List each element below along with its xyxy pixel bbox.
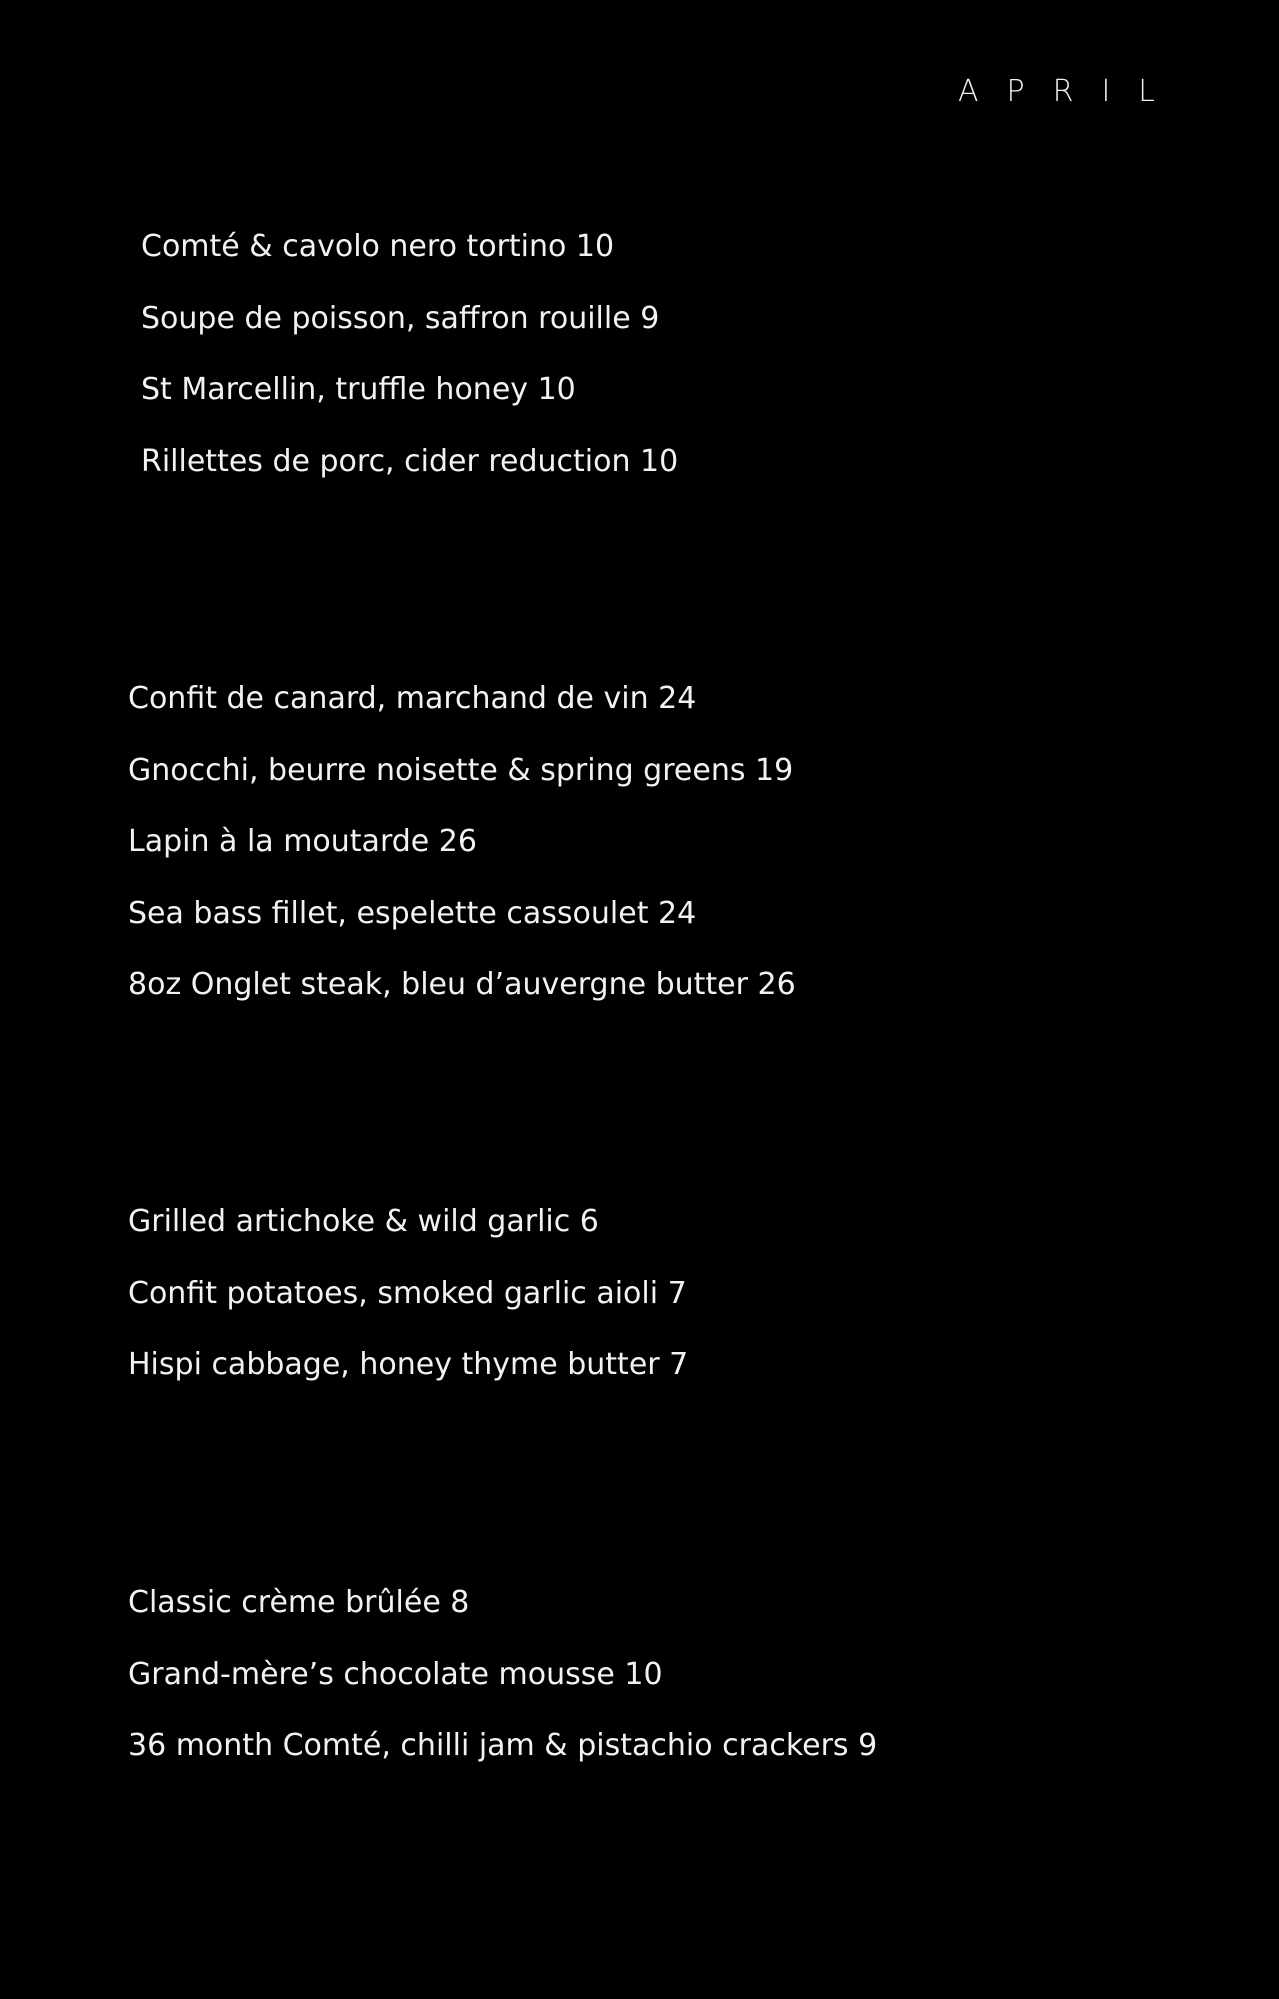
menu-item: Grand-mère’s chocolate mousse 10 bbox=[128, 1656, 663, 1692]
menu-item: Hispi cabbage, honey thyme butter 7 bbox=[128, 1347, 689, 1382]
menu-item: Lapin à la moutarde 26 bbox=[128, 824, 477, 859]
menu-item: 8oz Onglet steak, bleu d’auvergne butter 26 bbox=[128, 967, 796, 1002]
sides-list bbox=[128, 1186, 688, 1401]
menu-item: Sea bass fillet, espelette cassoulet 24 bbox=[128, 895, 697, 931]
menu-item: Comté & cavolo nero tortino 10 bbox=[141, 229, 615, 264]
menu-item: Confit de canard, marchand de vin 24 bbox=[128, 681, 697, 716]
mains-list bbox=[128, 663, 796, 1021]
menu-item: Gnocchi, beurre noisette & spring greens 19 bbox=[128, 752, 794, 788]
desserts-list bbox=[128, 1567, 877, 1782]
menu-item: 36 month Comté, chilli jam & pistachio crackers 9 bbox=[128, 1728, 878, 1763]
menu-item: Rillettes de porc, cider reduction 10 bbox=[141, 443, 679, 479]
menu-month-title: APRIL bbox=[958, 74, 1184, 109]
menu-item: St Marcellin, truffle honey 10 bbox=[141, 372, 576, 407]
starters-list bbox=[141, 211, 678, 497]
menu-item: Classic crème brûlée 8 bbox=[128, 1585, 470, 1620]
menu-item: Grilled artichoke & wild garlic 6 bbox=[128, 1204, 599, 1239]
menu-item: Soupe de poisson, saffron rouille 9 bbox=[141, 300, 660, 336]
menu-item: Confit potatoes, smoked garlic aioli 7 bbox=[128, 1275, 687, 1311]
